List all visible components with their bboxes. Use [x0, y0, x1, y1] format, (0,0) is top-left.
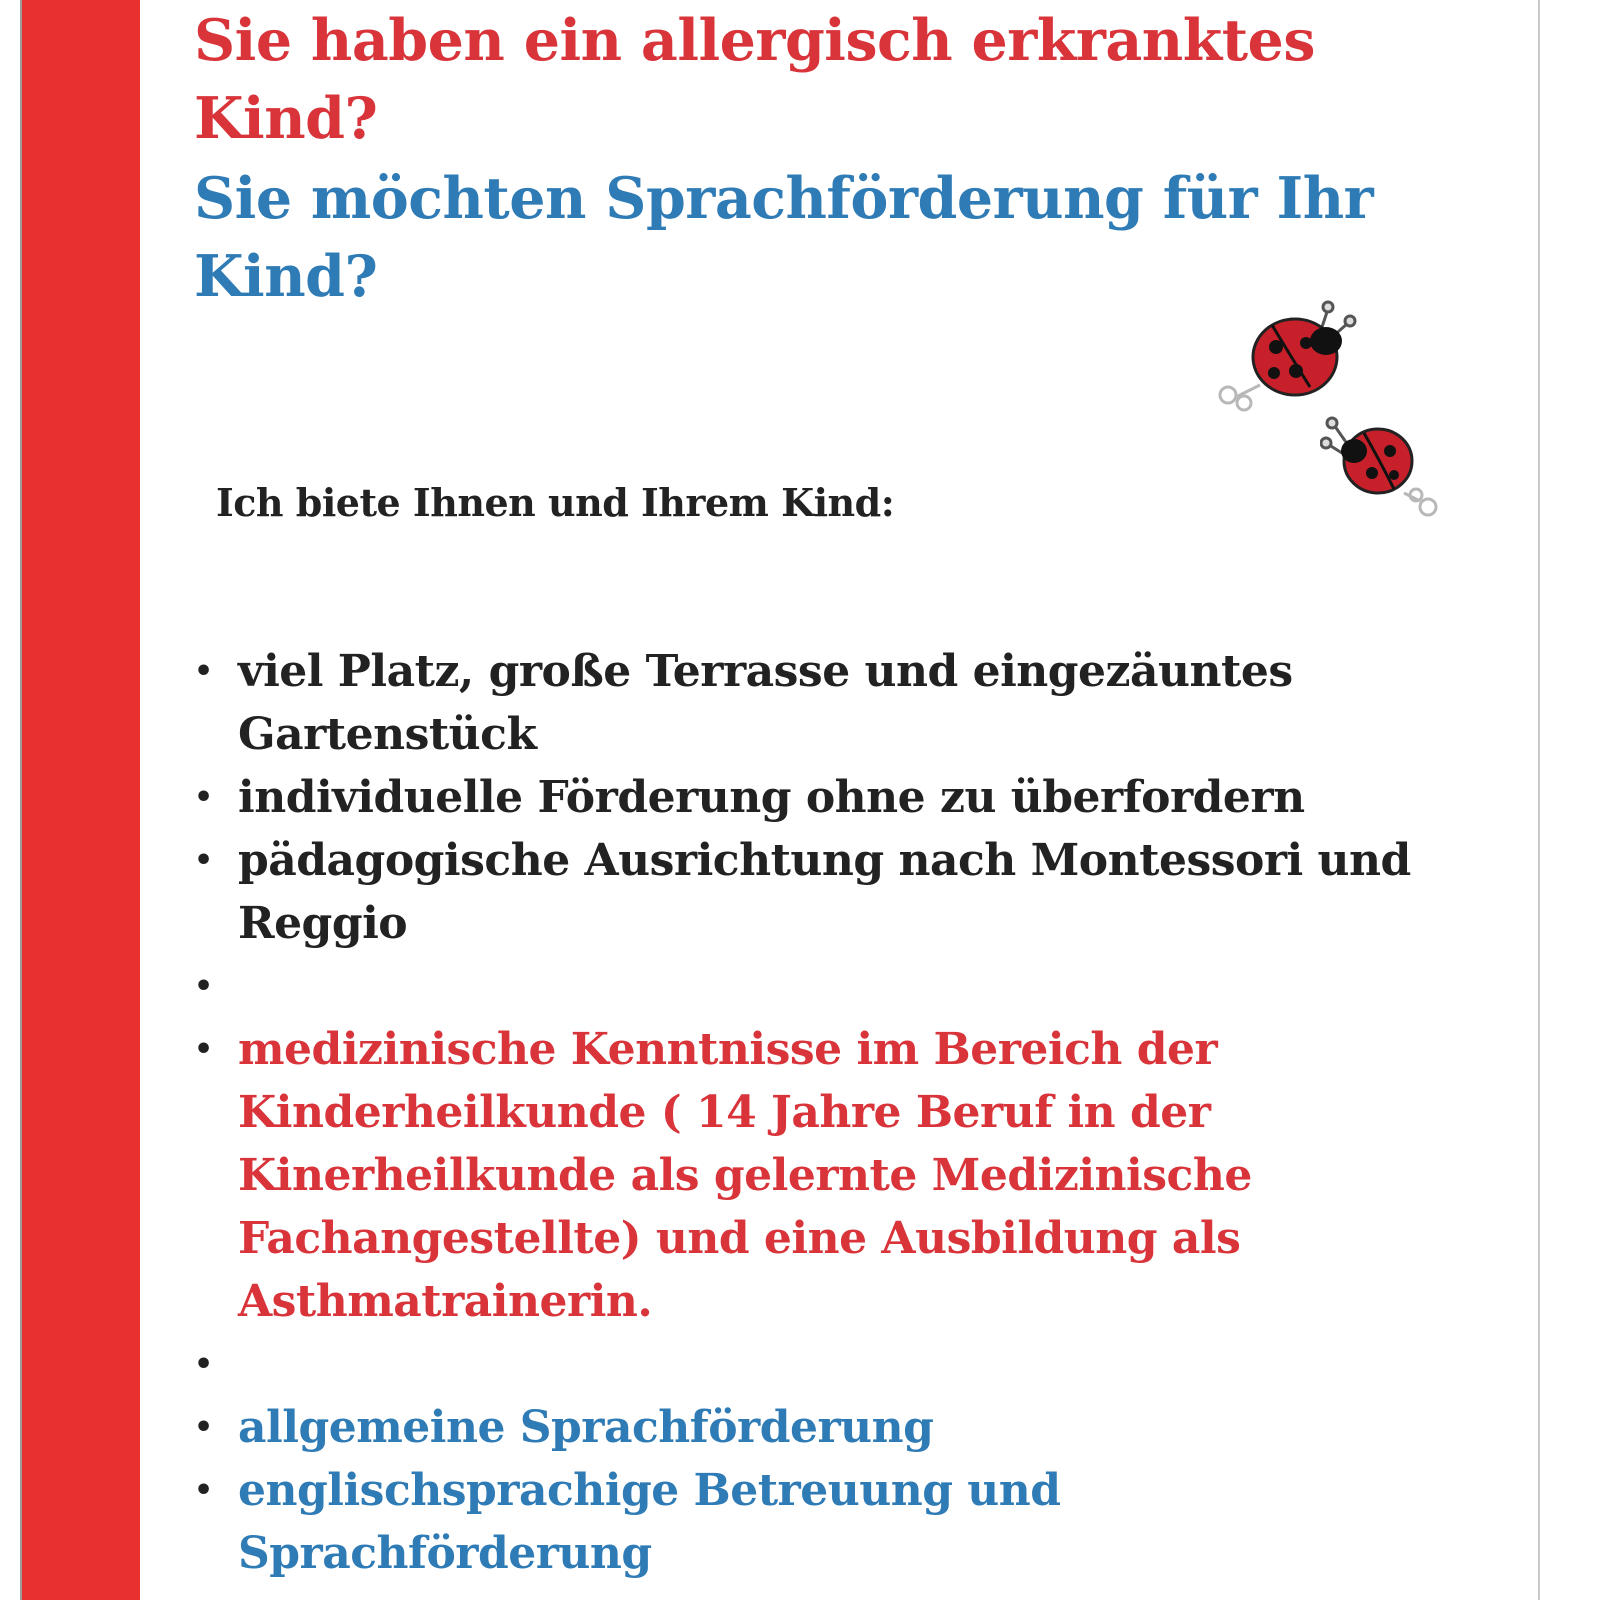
bullet-icon: • — [194, 1410, 213, 1445]
intro-text: Ich biete Ihnen und Ihrem Kind: — [216, 480, 895, 525]
headline-language: Sie möchten Sprachförderung für Ihr Kind? — [194, 165, 1374, 310]
list-item-text: viel Platz, große Terrasse und eingezäuntes Gartenstück — [238, 646, 1293, 760]
list-item — [190, 829, 1440, 955]
list-item — [190, 1018, 1440, 1333]
list-item-text: medizinische Kenntnisse im Bereich der Kinderheilkunde ( 14 Jahre Beruf in der Kinerheilkunde als gelernte Medizinische Fachangestellte) und eine Ausbildung als Asthmatrainerin. — [238, 1024, 1252, 1327]
list-item — [190, 766, 1440, 829]
headline-allergy: Sie haben ein allergisch erkranktes Kind? — [194, 7, 1315, 152]
list-item-empty — [190, 955, 1440, 1018]
bullet-icon: • — [194, 969, 213, 1004]
bullet-icon: • — [194, 1473, 213, 1508]
list-item-text: individuelle Förderung ohne zu überfordern — [238, 772, 1305, 823]
bullet-icon: • — [194, 1347, 213, 1382]
bullet-icon: • — [194, 654, 213, 689]
ladybug-icon — [1320, 415, 1450, 525]
list-item — [190, 1396, 1440, 1459]
list-item-text: pädagogische Ausrichtung nach Montessori und Reggio — [238, 835, 1411, 949]
list-item-text: englischsprachige Betreuung und Sprachförderung — [238, 1465, 1061, 1579]
bullet-icon: • — [194, 843, 213, 878]
list-item-text: allgemeine Sprachförderung — [238, 1402, 934, 1453]
list-item-empty — [190, 1333, 1440, 1396]
ladybug-icon — [1210, 295, 1370, 425]
bullet-icon: • — [194, 780, 213, 815]
page-border-right — [1538, 0, 1540, 1600]
list-item — [190, 1459, 1440, 1585]
list-item — [190, 640, 1440, 766]
bullet-icon: • — [194, 1032, 213, 1067]
offer-list — [190, 640, 1440, 1585]
red-side-bar — [22, 0, 140, 1600]
